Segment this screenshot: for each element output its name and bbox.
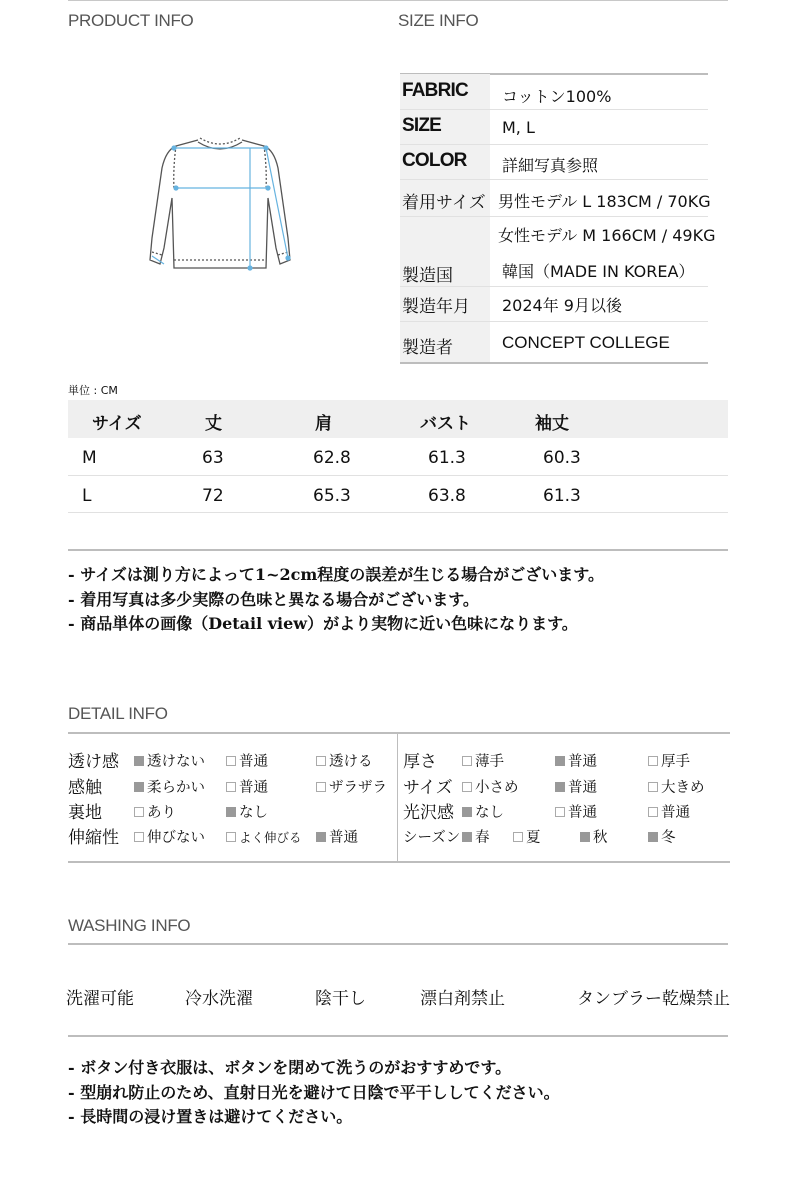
option-label: 普通 xyxy=(568,780,597,796)
detail-option xyxy=(134,776,205,797)
spec-value: CONCEPT COLLEGE xyxy=(502,333,670,352)
detail-label-season: シーズン xyxy=(403,830,461,846)
unit-label: 単位 : CM xyxy=(68,384,118,397)
detail-label-lining: 裏地 xyxy=(68,803,102,823)
option-label: 普通 xyxy=(239,754,268,770)
detail-option xyxy=(555,801,597,822)
size-header-sleeve: 袖丈 xyxy=(535,414,569,434)
option-label: よく伸びる xyxy=(239,830,302,845)
option-label: 厚手 xyxy=(661,754,690,770)
size-table-header xyxy=(68,400,728,438)
size-cell: 63 xyxy=(202,448,224,468)
spec-value: M, L xyxy=(502,118,535,137)
option-label: 普通 xyxy=(568,754,597,770)
detail-option xyxy=(462,776,519,797)
detail-option xyxy=(226,801,268,822)
washing-bottom-divider xyxy=(68,1035,728,1037)
option-label: なし xyxy=(475,805,504,821)
washing-note: - 型崩れ防止のため、直射日光を避けて日陰で平干ししてください。 xyxy=(68,1083,560,1102)
checkbox-checked xyxy=(462,832,472,842)
spec-key: FABRIC xyxy=(402,80,468,101)
size-note: - 商品単体の画像（Detail view）がより実物に近い色味になります。 xyxy=(68,614,578,633)
product-info-title: PRODUCT INFO xyxy=(68,11,194,30)
option-label: ザラザラ xyxy=(329,780,387,796)
checkbox-empty xyxy=(462,782,472,792)
detail-option xyxy=(316,776,387,797)
spec-row-maker xyxy=(400,322,708,364)
notes-divider xyxy=(68,549,728,551)
option-label: 大きめ xyxy=(661,780,705,796)
checkbox-empty xyxy=(226,832,236,842)
size-note: - サイズは測り方によって1~2cm程度の誤差が生じる場合がございます。 xyxy=(68,565,604,584)
detail-label-sheerness: 透け感 xyxy=(68,752,119,772)
size-cell: 72 xyxy=(202,486,224,506)
spec-key: SIZE xyxy=(402,115,442,136)
checkbox-empty xyxy=(648,807,658,817)
detail-label-texture: 感触 xyxy=(68,778,102,798)
sweatshirt-diagram-icon xyxy=(140,128,300,278)
spec-row-color xyxy=(400,145,708,180)
detail-option xyxy=(462,750,504,771)
detail-option xyxy=(462,826,490,847)
option-label: 伸びない xyxy=(147,830,205,846)
detail-option xyxy=(555,776,597,797)
spec-row-date xyxy=(400,287,708,322)
checkbox-empty xyxy=(462,756,472,766)
spec-key: 製造者 xyxy=(402,338,453,358)
checkbox-empty xyxy=(648,756,658,766)
detail-option xyxy=(555,750,597,771)
washing-item: 洗濯可能 xyxy=(66,989,134,1009)
washing-note: - 長時間の浸け置きは避けてください。 xyxy=(68,1107,353,1126)
checkbox-checked xyxy=(134,782,144,792)
option-label: なし xyxy=(239,805,268,821)
spec-key: 着用サイズ xyxy=(402,193,486,213)
size-note: - 着用写真は多少実際の色味と異なる場合がございます。 xyxy=(68,590,479,609)
checkbox-checked xyxy=(555,782,565,792)
option-label: 透ける xyxy=(329,754,373,770)
checkbox-empty xyxy=(513,832,523,842)
size-cell: 62.8 xyxy=(313,448,351,468)
detail-column-divider xyxy=(397,733,398,861)
detail-option xyxy=(580,826,608,847)
detail-option xyxy=(316,826,358,847)
size-table-bottom xyxy=(68,512,728,513)
detail-option xyxy=(226,776,268,797)
size-cell: M xyxy=(82,448,97,468)
size-cell: 65.3 xyxy=(313,486,351,506)
detail-label-fit: サイズ xyxy=(403,778,453,798)
size-header-shoulder: 肩 xyxy=(315,414,332,434)
size-header-size: サイズ xyxy=(92,414,142,434)
spec-row-fabric xyxy=(400,75,708,110)
checkbox-checked xyxy=(462,807,472,817)
option-label: 秋 xyxy=(593,830,608,846)
detail-bottom-divider xyxy=(68,861,730,863)
spec-value: コットン100% xyxy=(502,87,612,106)
size-cell: L xyxy=(82,486,92,506)
option-label: 小さめ xyxy=(475,780,519,796)
size-cell: 61.3 xyxy=(543,486,581,506)
washing-item: 冷水洗濯 xyxy=(185,989,253,1009)
checkbox-empty xyxy=(316,756,326,766)
detail-label-stretch: 伸縮性 xyxy=(68,828,119,848)
spec-row-model-size xyxy=(400,180,711,217)
option-label: 普通 xyxy=(568,805,597,821)
checkbox-empty xyxy=(134,807,144,817)
detail-option xyxy=(513,826,541,847)
option-label: 春 xyxy=(475,830,490,846)
checkbox-empty xyxy=(226,782,236,792)
checkbox-checked xyxy=(555,756,565,766)
option-label: 普通 xyxy=(239,780,268,796)
spec-value: 男性モデル L 183CM / 70KG xyxy=(498,192,711,211)
detail-option xyxy=(648,826,676,847)
detail-option xyxy=(134,826,205,847)
size-cell: 61.3 xyxy=(428,448,466,468)
washing-note: - ボタン付き衣服は、ボタンを閉めて洗うのがおすすめです。 xyxy=(68,1058,512,1077)
detail-label-gloss: 光沢感 xyxy=(403,803,454,823)
washing-item: 陰干し xyxy=(315,989,366,1009)
detail-option xyxy=(226,750,268,771)
detail-option xyxy=(316,750,373,771)
detail-option xyxy=(226,828,302,846)
detail-option xyxy=(134,750,205,771)
top-divider xyxy=(68,0,728,1)
washing-top-divider xyxy=(68,943,728,945)
checkbox-checked xyxy=(316,832,326,842)
size-header-bust: バスト xyxy=(420,414,471,434)
size-info-title: SIZE INFO xyxy=(398,11,479,30)
spec-row-size xyxy=(400,110,708,145)
spec-value: 詳細写真参照 xyxy=(502,156,599,175)
size-header-length: 丈 xyxy=(205,414,222,434)
checkbox-checked xyxy=(580,832,590,842)
detail-option xyxy=(648,801,690,822)
checkbox-checked xyxy=(134,756,144,766)
checkbox-empty xyxy=(648,782,658,792)
detail-label-thickness: 厚さ xyxy=(403,752,437,772)
option-label: 普通 xyxy=(661,805,690,821)
spec-key: COLOR xyxy=(402,150,467,171)
spec-row-model-size-2 xyxy=(400,217,716,251)
size-cell: 60.3 xyxy=(543,448,581,468)
spec-key: 製造年月 xyxy=(402,297,470,317)
checkbox-checked xyxy=(648,832,658,842)
option-label: 透けない xyxy=(147,754,205,770)
washing-item: 漂白剤禁止 xyxy=(420,989,505,1009)
checkbox-checked xyxy=(226,807,236,817)
option-label: 薄手 xyxy=(475,754,504,770)
option-label: 普通 xyxy=(329,830,358,846)
spec-value: 2024年 9月以後 xyxy=(502,296,622,315)
detail-option xyxy=(462,801,504,822)
washing-item: タンブラー乾燥禁止 xyxy=(577,989,730,1009)
checkbox-empty xyxy=(134,832,144,842)
spec-row-country xyxy=(400,252,708,287)
option-label: 柔らかい xyxy=(147,780,205,796)
checkbox-empty xyxy=(316,782,326,792)
detail-option xyxy=(648,750,690,771)
option-label: 夏 xyxy=(526,830,541,846)
option-label: あり xyxy=(147,805,176,821)
checkbox-empty xyxy=(555,807,565,817)
spec-value: 韓国（MADE IN KOREA） xyxy=(502,262,695,281)
washing-info-title: WASHING INFO xyxy=(68,916,191,935)
size-row-divider xyxy=(68,475,728,476)
detail-option xyxy=(134,801,176,822)
detail-info-title: DETAIL INFO xyxy=(68,704,168,723)
spec-value: 女性モデル M 166CM / 49KG xyxy=(498,226,716,245)
option-label: 冬 xyxy=(661,830,676,846)
checkbox-empty xyxy=(226,756,236,766)
detail-option xyxy=(648,776,705,797)
size-cell: 63.8 xyxy=(428,486,466,506)
spec-key: 製造国 xyxy=(402,266,453,286)
detail-top-divider xyxy=(68,732,730,734)
